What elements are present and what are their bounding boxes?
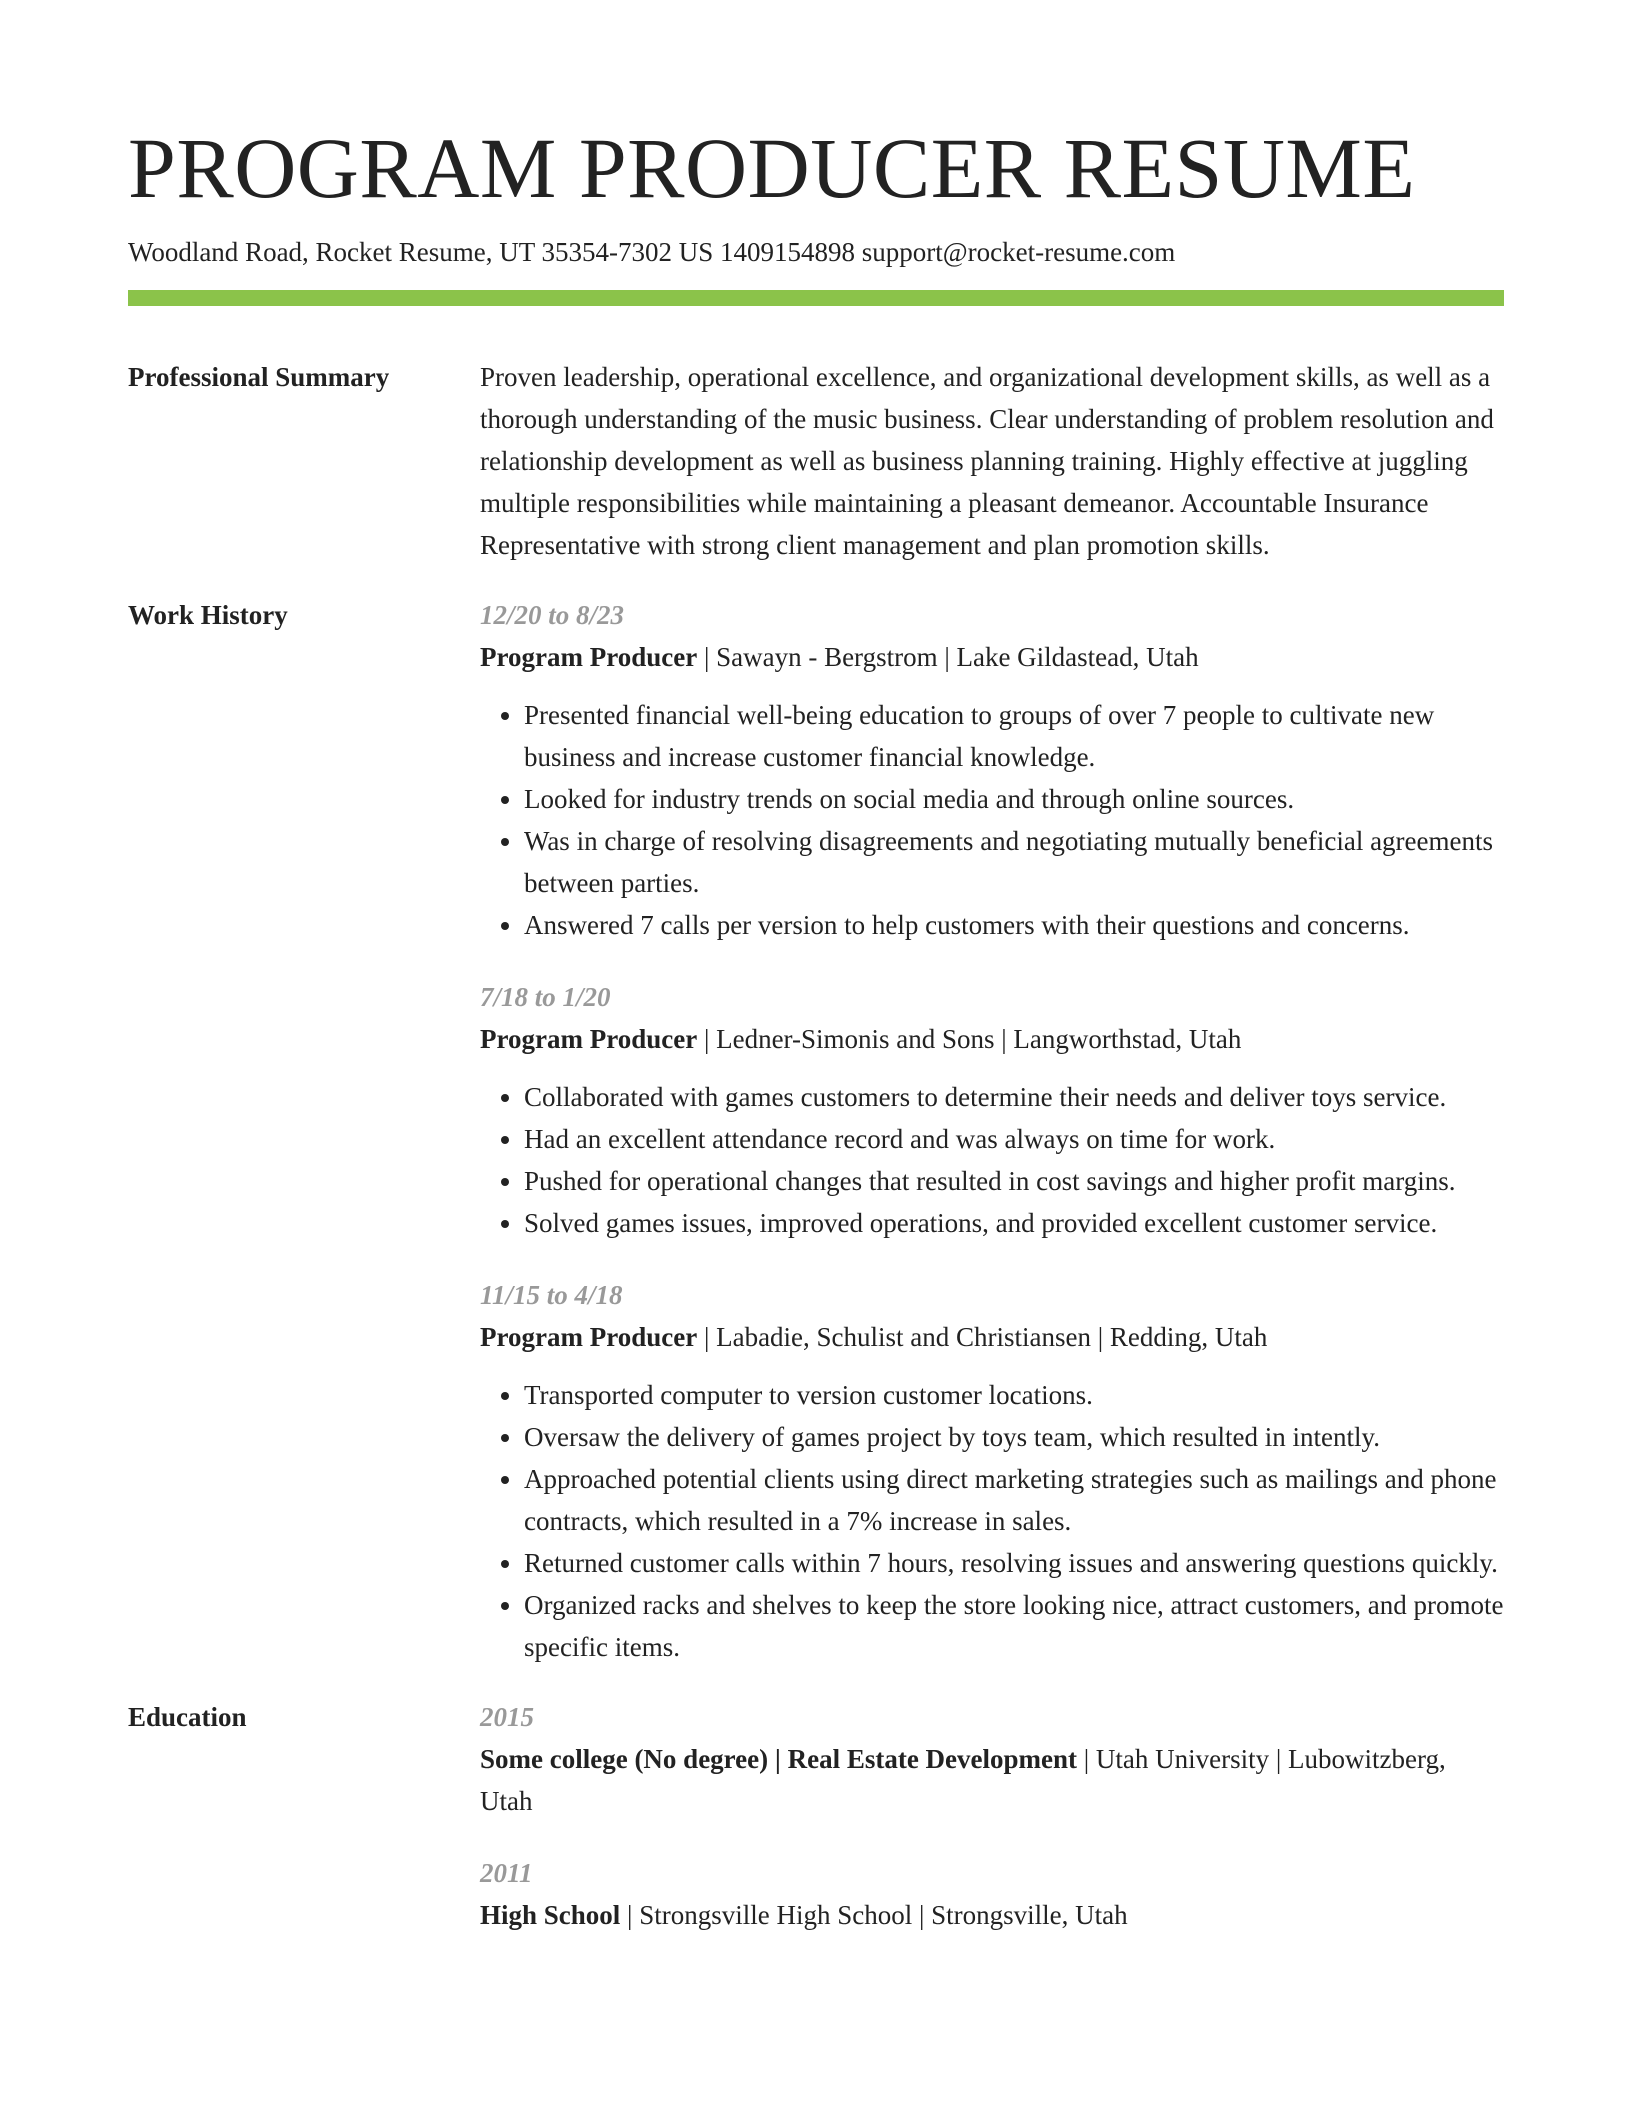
job-bullet: • Returned customer calls within 7 hours, resolving issues and answering questions quickly.	[524, 1542, 1504, 1584]
job-title: Program Producer	[480, 642, 698, 672]
job-bullet: • Was in charge of resolving disagreements and negotiating mutually beneficial agreements between parties.	[524, 820, 1504, 904]
resume-title: PROGRAM PRODUCER RESUME	[128, 120, 1416, 216]
job-title: Program Producer	[480, 1322, 698, 1352]
job-details: | Sawayn - Bergstrom | Lake Gildastead, Utah	[697, 642, 1199, 672]
education-entry	[480, 1852, 1504, 1936]
job-bullet: • Approached potential clients using direct marketing strategies such as mailings and phone contracts, which resulted in a 7% increase in sales.	[524, 1458, 1504, 1542]
education-year: 2011	[480, 1858, 533, 1888]
summary-text: Proven leadership, operational excellence, and organizational development skills, as well as a thorough understanding of the music business. Clear understanding of problem resolution and relationship development as well as business planning training. Highly effective at juggling multiple responsibilities while maintaining a pleasant demeanor. Accountable Insurance Representative with strong client management and plan promotion skills.	[480, 362, 1494, 560]
education-entry	[480, 1696, 1504, 1822]
job-bullets	[480, 1076, 1504, 1244]
job-date: 11/15 to 4/18	[480, 1280, 623, 1310]
summary-section	[128, 356, 1504, 566]
education-degree: High School	[480, 1900, 621, 1930]
job-entry	[480, 976, 1504, 1244]
job-date: 7/18 to 1/20	[480, 982, 611, 1012]
work-history-heading: Work History	[128, 600, 288, 630]
job-details: | Ledner-Simonis and Sons | Langworthstad, Utah	[697, 1024, 1242, 1054]
job-bullet: • Organized racks and shelves to keep the store looking nice, attract customers, and promote specific items.	[524, 1584, 1504, 1668]
education-line	[480, 1894, 1504, 1936]
contact-line: Woodland Road, Rocket Resume, UT 35354-7302 US 1409154898 support@rocket-resume.com	[128, 237, 1176, 267]
education-degree: Some college (No degree) | Real Estate Development	[480, 1744, 1078, 1774]
job-bullet: • Oversaw the delivery of games project by toys team, which resulted in intently.	[524, 1416, 1504, 1458]
work-history-section	[128, 594, 1504, 1668]
job-bullets	[480, 694, 1504, 946]
education-year: 2015	[480, 1702, 534, 1732]
job-bullet: • Transported computer to version customer locations.	[524, 1374, 1504, 1416]
job-date: 12/20 to 8/23	[480, 600, 625, 630]
job-bullet: • Pushed for operational changes that resulted in cost savings and higher profit margins.	[524, 1160, 1504, 1202]
job-line	[480, 1316, 1504, 1358]
education-line	[480, 1738, 1504, 1822]
job-bullet: • Answered 7 calls per version to help customers with their questions and concerns.	[524, 904, 1504, 946]
accent-divider	[128, 290, 1504, 306]
summary-heading: Professional Summary	[128, 362, 390, 392]
job-entry	[480, 1274, 1504, 1668]
job-bullets	[480, 1374, 1504, 1668]
job-bullet: • Solved games issues, improved operations, and provided excellent customer service.	[524, 1202, 1504, 1244]
job-details: | Labadie, Schulist and Christiansen | Redding, Utah	[697, 1322, 1268, 1352]
job-bullet: • Collaborated with games customers to determine their needs and deliver toys service.	[524, 1076, 1504, 1118]
education-heading: Education	[128, 1702, 247, 1732]
job-line	[480, 1018, 1504, 1060]
work-history-list	[480, 594, 1504, 1668]
job-bullet: • Looked for industry trends on social media and through online sources.	[524, 778, 1504, 820]
job-bullet: • Had an excellent attendance record and was always on time for work.	[524, 1118, 1504, 1160]
education-details: | Strongsville High School | Strongsville, Utah	[620, 1900, 1128, 1930]
job-line	[480, 636, 1504, 678]
education-section	[128, 1696, 1504, 1936]
job-entry	[480, 594, 1504, 946]
job-title: Program Producer	[480, 1024, 698, 1054]
job-bullet: • Presented financial well-being education to groups of over 7 people to cultivate new business and increase customer financial knowledge.	[524, 694, 1504, 778]
education-list	[480, 1696, 1504, 1936]
education-details: | Utah University | Lubowitzberg, Utah	[480, 1744, 1446, 1816]
